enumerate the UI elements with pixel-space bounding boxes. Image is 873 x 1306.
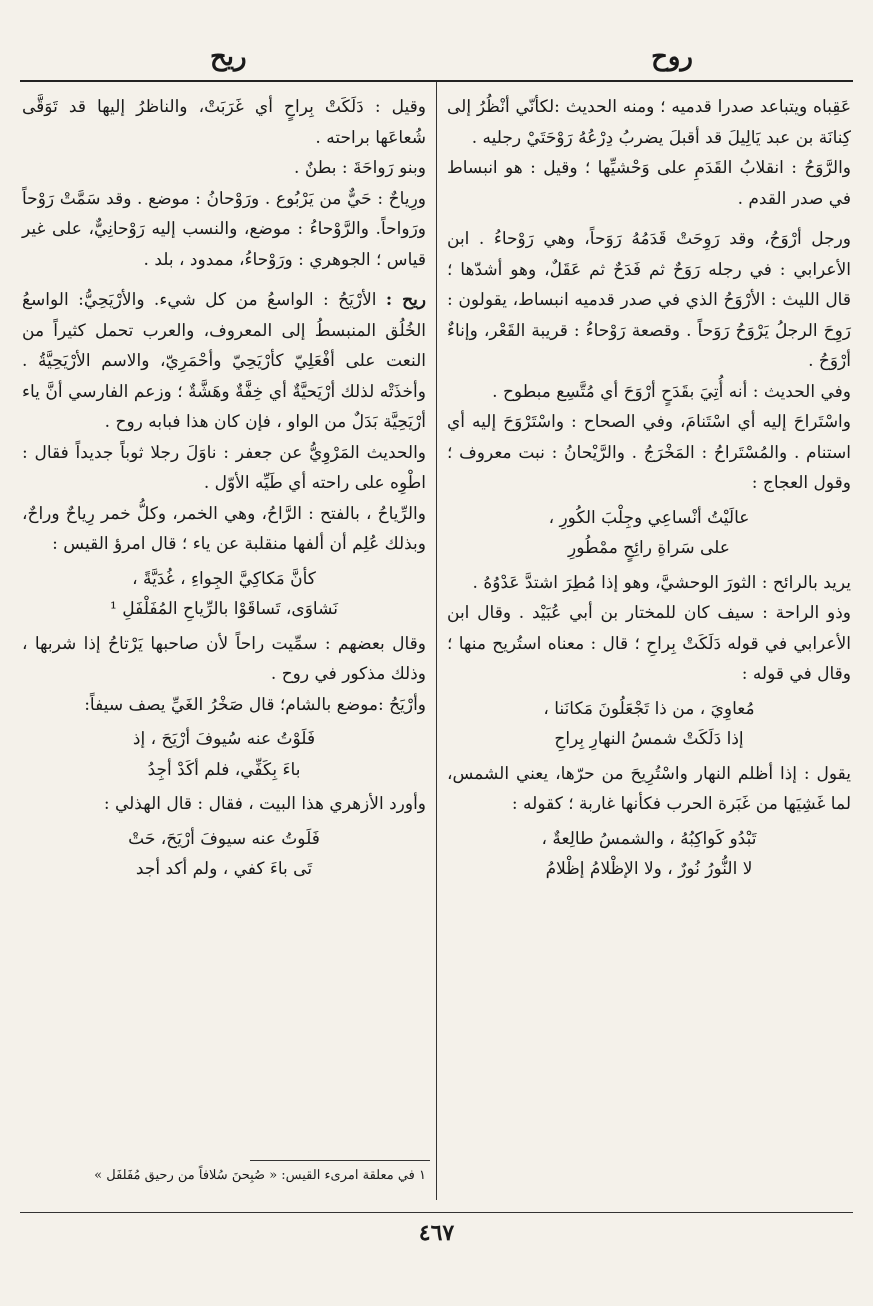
verse-line: فَلَوْتُ عنه سُيوفَ أرْيَحَ ، إذ	[132, 729, 316, 749]
verse-line: تَى باءَ كفي ، ولم أكد أجد	[135, 859, 313, 879]
bottom-rule	[20, 1212, 853, 1213]
verse	[447, 824, 851, 885]
paragraph: وقيل : دَلَكَتْ بِراحٍ أي غَرَبَتْ، والناظرُ إليها قد تَوَقَّى شُعاعَها براحته .	[22, 97, 426, 148]
paragraph: والرَّوَحُ : انقلابُ القَدَمِ على وَحْشيِّها ؛ وقيل : هو انبساط في صدر القدم .	[447, 158, 851, 209]
verse-line: عالَيْتُ أنْساعِي وجِلْبَ الكُورِ ،	[548, 507, 750, 528]
verse-line: كأنَّ مَكاكِيَّ الجِواءِ ، غُدَيَّةً ،	[132, 568, 316, 589]
footnote: ١ في معلقة امرىء القيس: « صُبِحنَ سُلافاً من رحيق مُفَلفَل »	[94, 1168, 426, 1183]
right-headword: روح	[651, 42, 693, 72]
paragraph: والرِّياحُ ، بالفتح : الرَّاحُ، وهي الخمر، وكلُّ خمر رِياحٌ وراحٌ، وبذلك عُلِم أن ألفها منقلبة عن ياء ؛ قال امرؤ القيس :	[22, 503, 426, 554]
page-number: ٤٦٧	[418, 1220, 455, 1246]
paragraph: ورِياحٌ : حَيٌّ من يَرْبُوع . ورَوْحانُ : موضع . وقد سَمَّتْ رَوْحاً ورَواحاً. والرَّوْحاءُ : موضع، والنسب إليه رَوْحانِيٌّ، على غير قياس ؛ الجوهري : ورَوْحاءُ، ممدود ، بلد .	[22, 188, 426, 270]
paragraph: وأرْيَحُ :موضع بالشام؛ قال صَخْرُ الغَيِّ يصف سيفاً:	[84, 694, 426, 715]
entry-headword: ريح :	[385, 290, 427, 310]
paragraph: والحديث المَرْوِيُّ عن جعفر : ناوَلَ رجلا ثوباً جديداً فقال : اطْوِه على راحته أي طَيِّه الأوّل .	[22, 442, 426, 493]
footnote-rule	[250, 1160, 430, 1161]
paragraph: وأورد الأزهري هذا البيت ، فقال : قال الهذلي :	[103, 794, 426, 814]
verse-line: تَبْدُو كَواكِبُهُ ، والشمسُ طالِعةٌ ،	[541, 828, 757, 849]
verse-line: باءَ بِكَفِّي، فلم أكَدْ أجِدُ	[147, 759, 301, 780]
entry-paragraph	[22, 285, 426, 438]
verse-line: نَشاوَى، تَساقَوْا بالرِّياحِ المُفَلْفَلِ ¹	[109, 599, 339, 619]
page-header	[20, 30, 853, 80]
left-headword: ريح	[210, 42, 247, 72]
left-column	[22, 92, 426, 1152]
paragraph: وذو الراحة : سيف كان للمختار بن أبي عُبَيْد . وقال ابن الأعرابي في قوله دَلَكَتْ بِراحِ ؛ قال : معناه استُريح منها ؛ وقال في قوله :	[447, 603, 851, 684]
verse-line: إذا دَلَكَتْ شمسُ النهارِ بِراحِ	[554, 729, 744, 749]
paragraph: وبنو رَواحَةَ : بطنٌ .	[294, 158, 426, 178]
verse	[447, 503, 851, 564]
verse	[447, 694, 851, 755]
verse	[22, 724, 426, 785]
paragraph: ورجل أرْوَحُ، وقد رَوِحَتْ قَدَمُهُ رَوَحاً، وهي رَوْحاءُ . ابن الأعرابي : في رجله رَوَحٌ ثم فَدَحٌ ثم عَقَلٌ، وهو أشدّها ؛ قال الليث : الأرْوَحُ الذي في صدر قدميه انبساط، يقولون : رَوِحَ الرجلُ يَرْوَحُ رَوَحاً . وقصعة رَوْحاءُ : قريبة القَعْر، وإناءٌ أرْوَحُ .	[447, 229, 851, 371]
paragraph: وقال بعضهم : سمِّيت راحاً لأن صاحبها يَرْتاحُ إذا شربها ، وذلك مذكور في روح .	[22, 633, 426, 684]
entry-text: الأرْيَحُ : الواسعُ من كل شيء. والأرْيَحِيُّ: الواسعُ الخُلُق المنبسطُ إلى المعروف، والعرب تحمل كثيراً من النعت على أفْعَلِيّ كأرْيَحِيّ وأحْمَرِيّ، والاسم الأرْيَحِيَّةُ . وأخذَتْه لذلك أرْيَحيَّةٌ أي خِفَّةٌ وهَشَّةٌ ؛ وزعم الفارسي أنَّ ياء أرْيَحِيَّة بَدَلٌ من الواو ، فإن كان هذا فبابه روح .	[22, 290, 426, 432]
verse	[22, 824, 426, 885]
right-column	[447, 92, 851, 889]
verse	[22, 564, 426, 625]
column-divider	[436, 82, 437, 1200]
verse-line: على سَراةِ رائِحٍ ممْطُورِ	[568, 538, 730, 558]
verse-line: فَلَوتُ عنه سيوفَ أرْيَحَ، حَتْ	[128, 828, 320, 849]
paragraph: يريد بالرائح : الثورَ الوحشيَّ، وهو إذا مُطِرَ اشتدَّ عَدْوُهُ .	[472, 572, 851, 593]
paragraph: يقول : إذا أظلم النهار واسْتُرِيحَ من حرّها، يعني الشمس، لما غَشِيَها من غَبَرة الحرب فكأنها غاربة ؛ كقوله :	[447, 763, 851, 814]
verse-line: لا النُّورُ نُورٌ ، ولا الإظْلامُ إظْلامُ	[545, 859, 753, 879]
verse-line: مُعاوِيَ ، من ذا تَجْعَلُونَ مَكانَنا ،	[543, 698, 755, 719]
paragraph: وفي الحديث : أنه أُتِيَ بقَدَحٍ أرْوَحَ أي مُتَّسِع مبطوح .	[492, 381, 851, 402]
paragraph: واسْتَراحَ إليه أي اسْتَنامَ، وفي الصحاح : واسْتَرْوَحَ إليه أي استنام . والمُسْتَراحُ : المَخْرَجُ . والرَّيْحانُ : نبت معروف ؛ وقول العجاج :	[447, 412, 851, 493]
paragraph: عَقِباه ويتباعد صدرا قدميه ؛ ومنه الحديث :لكأنّي أنْظُرُ إلى كِنانَة بن عبد يَالِيلَ قد أقبلَ يضربُ دِرْعُهُ رَوْحَتَيْ رجليه .	[447, 97, 851, 148]
